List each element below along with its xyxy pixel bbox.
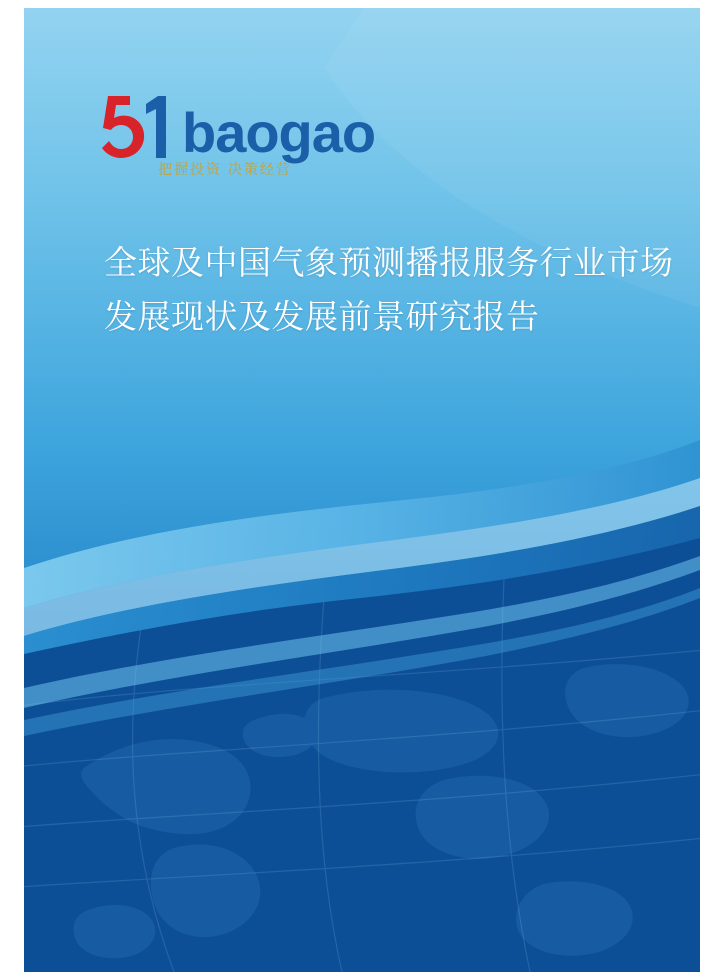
brand-logo <box>100 90 400 176</box>
report-title: 全球及中国气象预测播报服务行业市场发展现状及发展前景研究报告 <box>104 244 674 335</box>
51baogao-logo-icon <box>100 90 400 176</box>
svg-text:把握投资 决策经营: 把握投资 决策经营 <box>158 161 292 176</box>
cover-artwork <box>24 8 700 972</box>
svg-text:baogao: baogao <box>182 101 376 164</box>
